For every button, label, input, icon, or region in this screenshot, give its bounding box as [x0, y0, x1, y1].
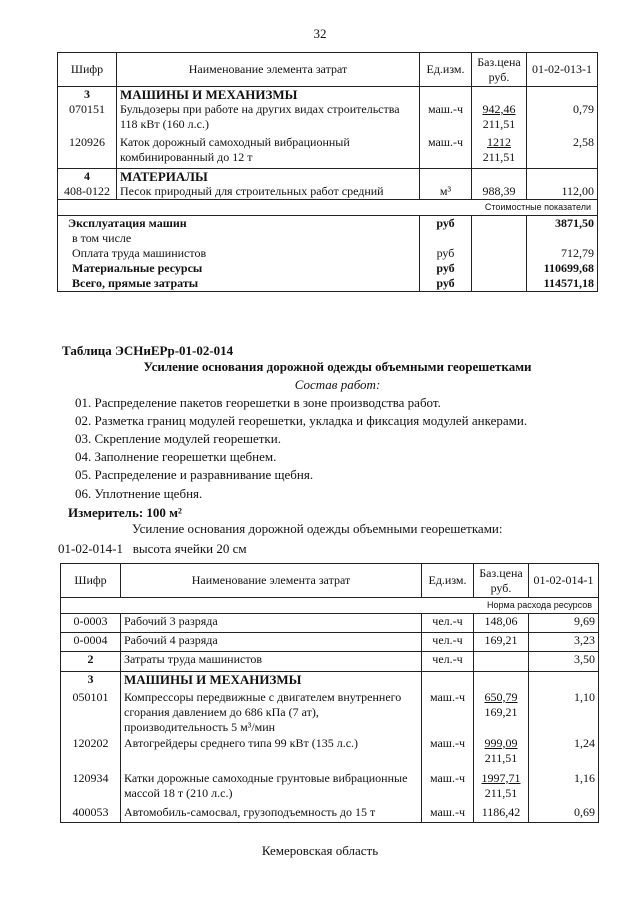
col-header-code: Шифр: [61, 564, 121, 598]
row-code: 050101: [61, 690, 121, 736]
row-value: 1,16: [529, 771, 599, 805]
row-name: Автогрейдеры среднего типа 99 кВт (135 л.с.): [121, 736, 422, 771]
section-number: 3: [58, 87, 117, 103]
col-header-price: Баз.цена руб.: [472, 53, 527, 87]
row-code: 400053: [61, 805, 121, 823]
row-price: 942,46 211,51: [472, 102, 527, 135]
section-title: МАШИНЫ И МЕХАНИЗМЫ: [121, 672, 422, 690]
row-code: 408-0122: [58, 184, 117, 200]
col-header-unit: Ед.изм.: [422, 564, 474, 598]
summary-label: в том числе: [58, 231, 420, 246]
row-unit: чел.-ч: [422, 633, 474, 652]
row-price: 1186,42: [474, 805, 529, 823]
col-header-name: Наименование элемента затрат: [121, 564, 422, 598]
summary-unit: руб: [420, 261, 472, 276]
row-value: 1,24: [529, 736, 599, 771]
row-name: Катки дорожные самоходные грунтовые вибрационные массой 18 т (210 л.с.): [121, 771, 422, 805]
row-unit: м³: [420, 184, 472, 200]
row-name: Компрессоры передвижные с двигателем внутреннего сгорания давлением до 686 кПа (7 ат), производительность 5 м³/мин: [121, 690, 422, 736]
col-header-norm: 01-02-014-1: [529, 564, 599, 598]
row-name: Рабочий 3 разряда: [121, 614, 422, 633]
row-name: Рабочий 4 разряда: [121, 633, 422, 652]
row-value: 3,23: [529, 633, 599, 652]
row-value: 0,69: [529, 805, 599, 823]
row-code: 120202: [61, 736, 121, 771]
row-unit: маш.-ч: [422, 805, 474, 823]
summary-unit: руб: [420, 246, 472, 261]
section-number: 3: [61, 672, 121, 690]
norm-code-line: 01-02-014-1 высота ячейки 20 см: [58, 541, 247, 556]
row-unit: маш.-ч: [420, 102, 472, 135]
footer-region: Кемеровская область: [261, 843, 379, 858]
measurement-unit: Измеритель: 100 м²: [68, 505, 182, 520]
row-code: 120934: [61, 771, 121, 805]
composition-heading: Состав работ:: [294, 377, 381, 392]
row-name: Затраты труда машинистов: [121, 652, 422, 672]
section-number: 4: [58, 168, 117, 184]
row-value: 0,79: [527, 102, 598, 135]
col-header-name: Наименование элемента затрат: [117, 53, 420, 87]
measurement-description: Усиление основания дорожной одежды объемными георешетками:: [132, 521, 503, 536]
work-step: 03. Скрепление модулей георешетки.: [75, 431, 281, 446]
summary-unit: руб: [420, 276, 472, 292]
work-step: 02. Разметка границ модулей георешетки, укладка и фиксация модулей анкерами.: [75, 413, 528, 428]
resource-caption: Норма расхода ресурсов: [61, 598, 599, 614]
section-title: МАТЕРИАЛЫ: [117, 168, 420, 184]
summary-value: 712,79: [527, 246, 598, 261]
work-step: 04. Заполнение георешетки щебнем.: [75, 449, 277, 464]
row-code: 0-0004: [61, 633, 121, 652]
row-unit: маш.-ч: [422, 736, 474, 771]
row-value: 3,50: [529, 652, 599, 672]
resource-table-013: [57, 52, 598, 292]
row-price: 650,79 169,21: [474, 690, 529, 736]
table-title: Таблица ЭСНиЕРр-01-02-014: [62, 343, 234, 358]
row-price: 169,21: [474, 633, 529, 652]
col-header-price: Баз.цена руб.: [474, 564, 529, 598]
summary-label: Эксплуатация машин: [58, 215, 420, 231]
row-price: 1212 211,51: [472, 135, 527, 168]
summary-label: Всего, прямые затраты: [58, 276, 420, 292]
row-value: 2,58: [527, 135, 598, 168]
summary-value: 110699,68: [527, 261, 598, 276]
row-code: 0-0003: [61, 614, 121, 633]
row-value: 9,69: [529, 614, 599, 633]
row-price: 1997,71 211,51: [474, 771, 529, 805]
summary-value: 114571,18: [527, 276, 598, 292]
section-title: МАШИНЫ И МЕХАНИЗМЫ: [117, 87, 420, 103]
summary-label: Оплата труда машинистов: [58, 246, 420, 261]
work-step: 01. Распределение пакетов георешетки в зоне производства работ.: [75, 395, 441, 410]
row-unit: маш.-ч: [422, 771, 474, 805]
col-header-unit: Ед.изм.: [420, 53, 472, 87]
row-price: 999,09 211,51: [474, 736, 529, 771]
summary-label: Материальные ресурсы: [58, 261, 420, 276]
row-unit: чел.-ч: [422, 652, 474, 672]
summary-unit: руб: [420, 215, 472, 231]
page-number: 32: [313, 26, 327, 41]
row-price: 148,06: [474, 614, 529, 633]
row-price: 988,39: [472, 184, 527, 200]
cost-caption: Стоимостные показатели: [58, 199, 598, 215]
row-value: 112,00: [527, 184, 598, 200]
row-unit: чел.-ч: [422, 614, 474, 633]
row-code: 2: [61, 652, 121, 672]
col-header-code: Шифр: [58, 53, 117, 87]
row-unit: маш.-ч: [422, 690, 474, 736]
work-step: 05. Распределение и разравнивание щебня.: [75, 467, 314, 482]
summary-value: 3871,50: [527, 215, 598, 231]
row-code: 120926: [58, 135, 117, 168]
resource-table-014: [60, 563, 599, 823]
col-header-norm: 01-02-013-1: [527, 53, 598, 87]
row-name: Бульдозеры при работе на других видах строительства 118 кВт (160 л.с.): [117, 102, 420, 135]
row-unit: маш.-ч: [420, 135, 472, 168]
row-name: Автомобиль-самосвал, грузоподъемность до 15 т: [121, 805, 422, 823]
row-name: Каток дорожный самоходный вибрационный комбинированный до 12 т: [117, 135, 420, 168]
table-subtitle: Усиление основания дорожной одежды объемными георешетками: [143, 359, 532, 374]
row-code: 070151: [58, 102, 117, 135]
work-step: 06. Уплотнение щебня.: [75, 486, 203, 501]
row-name: Песок природный для строительных работ средний: [117, 184, 420, 200]
row-value: 1,10: [529, 690, 599, 736]
